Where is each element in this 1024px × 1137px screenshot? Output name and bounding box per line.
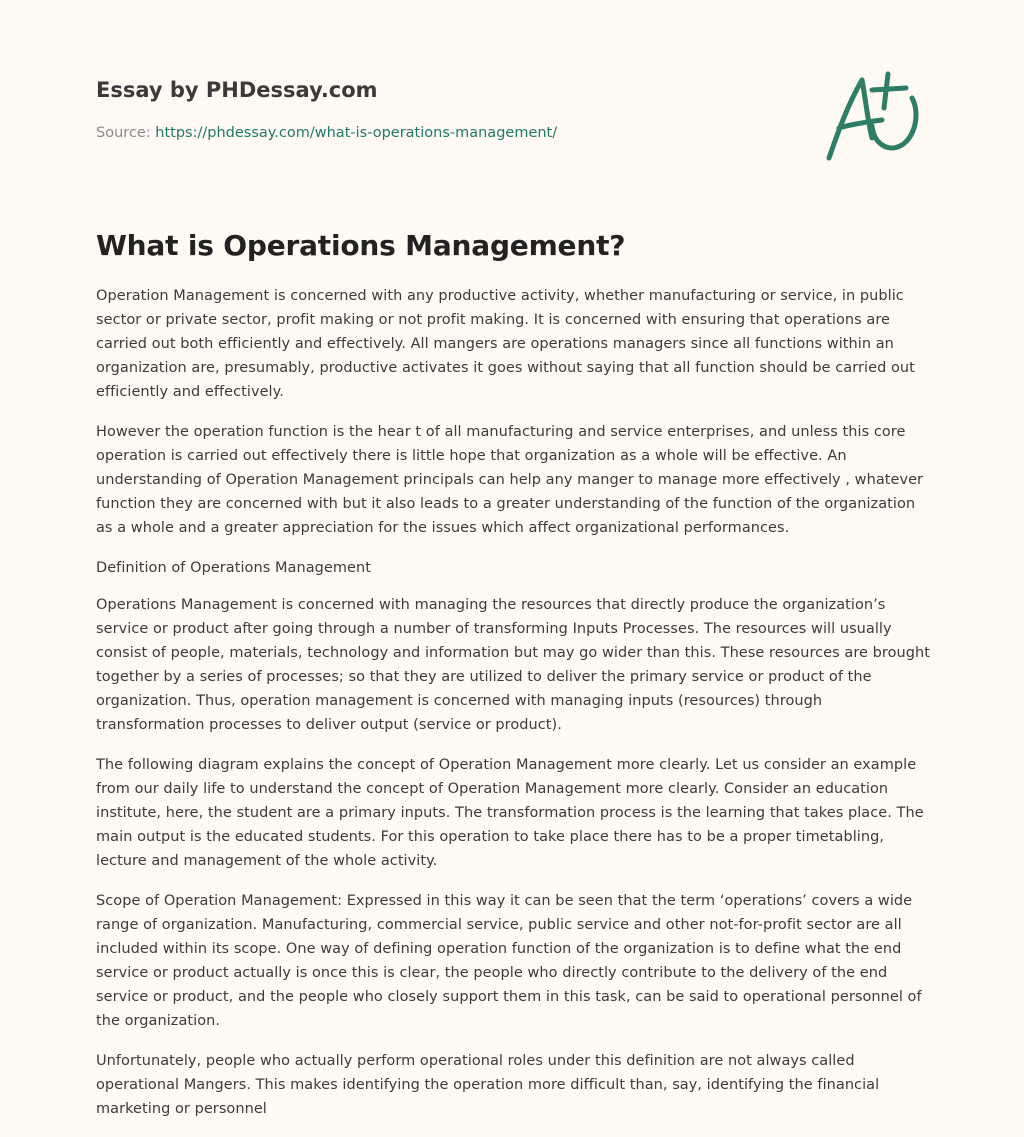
essay-paragraph: Operations Management is concerned with managing the resources that directly produce the organization’s service or product after going through a number of transforming Inputs Processes. The resources will usually consist of people, materials, technology and information but may go wider than this. These resources are brought together by a series of processes; so that they are utilized to deliver the primary service or product of the organization. Thus, operation management is concerned with managing inputs (resources) through transformation processes to deliver output (service or product). <box>96 597 930 733</box>
page-header <box>96 76 736 143</box>
essay-paragraph: Operation Management is concerned with any productive activity, whether manufacturing or service, in public sector or private sector, profit making or not profit making. It is concerned with ensuring that operations are carried out both efficiently and effectively. All mangers are operations managers since all functions within an organization are, presumably, productive activates it goes without saying that all function should be carried out efficiently and effectively. <box>96 288 915 400</box>
site-title: Essay by PHDessay.com <box>96 78 378 102</box>
essay-title: What is Operations Management? <box>96 229 626 262</box>
a-plus-logo-icon <box>822 68 926 164</box>
essay-paragraph: However the operation function is the hear t of all manufacturing and service enterprises, and unless this core operation is carried out effectively there is little hope that organization as a whole will be effective. An understanding of Operation Management principals can help any manger to manage more effectively , whatever function they are concerned with but it also leads to a greater understanding of the function of the organization as a whole and a greater appreciation for the issues which affect organizational performances. <box>96 424 924 536</box>
essay-paragraph: Scope of Operation Management: Expressed in this way it can be seen that the term ‘operations’ covers a wide range of organization. Manufacturing, commercial service, public service and other not-for-profit sector are all included within its scope. One way of defining operation function of the organization is to define what the end service or product actually is once this is clear, the people who directly contribute to the delivery of the end service or product, and the people who closely support them in this task, can be said to operational personnel of the organization. <box>96 893 922 1029</box>
essay-body <box>96 226 930 1137</box>
essay-paragraph: Unfortunately, people who actually perform operational roles under this definition are not always called operational Mangers. This makes identifying the operation more difficult than, say, identifying the financial marketing or personnel <box>96 1053 880 1117</box>
section-heading: Definition of Operations Management <box>96 560 371 576</box>
source-link[interactable]: https://phdessay.com/what-is-operations-management/ <box>155 125 558 141</box>
source-label: Source: <box>96 125 151 141</box>
essay-paragraph: The following diagram explains the concept of Operation Management more clearly. Let us consider an example from our daily life to understand the concept of Operation Management more clearly. Consider an education institute, here, the student are a primary inputs. The transformation process is the learning that takes place. The main output is the educated students. For this operation to take place there has to be a proper timetabling, lecture and management of the whole activity. <box>96 757 924 869</box>
source-line <box>96 123 736 143</box>
